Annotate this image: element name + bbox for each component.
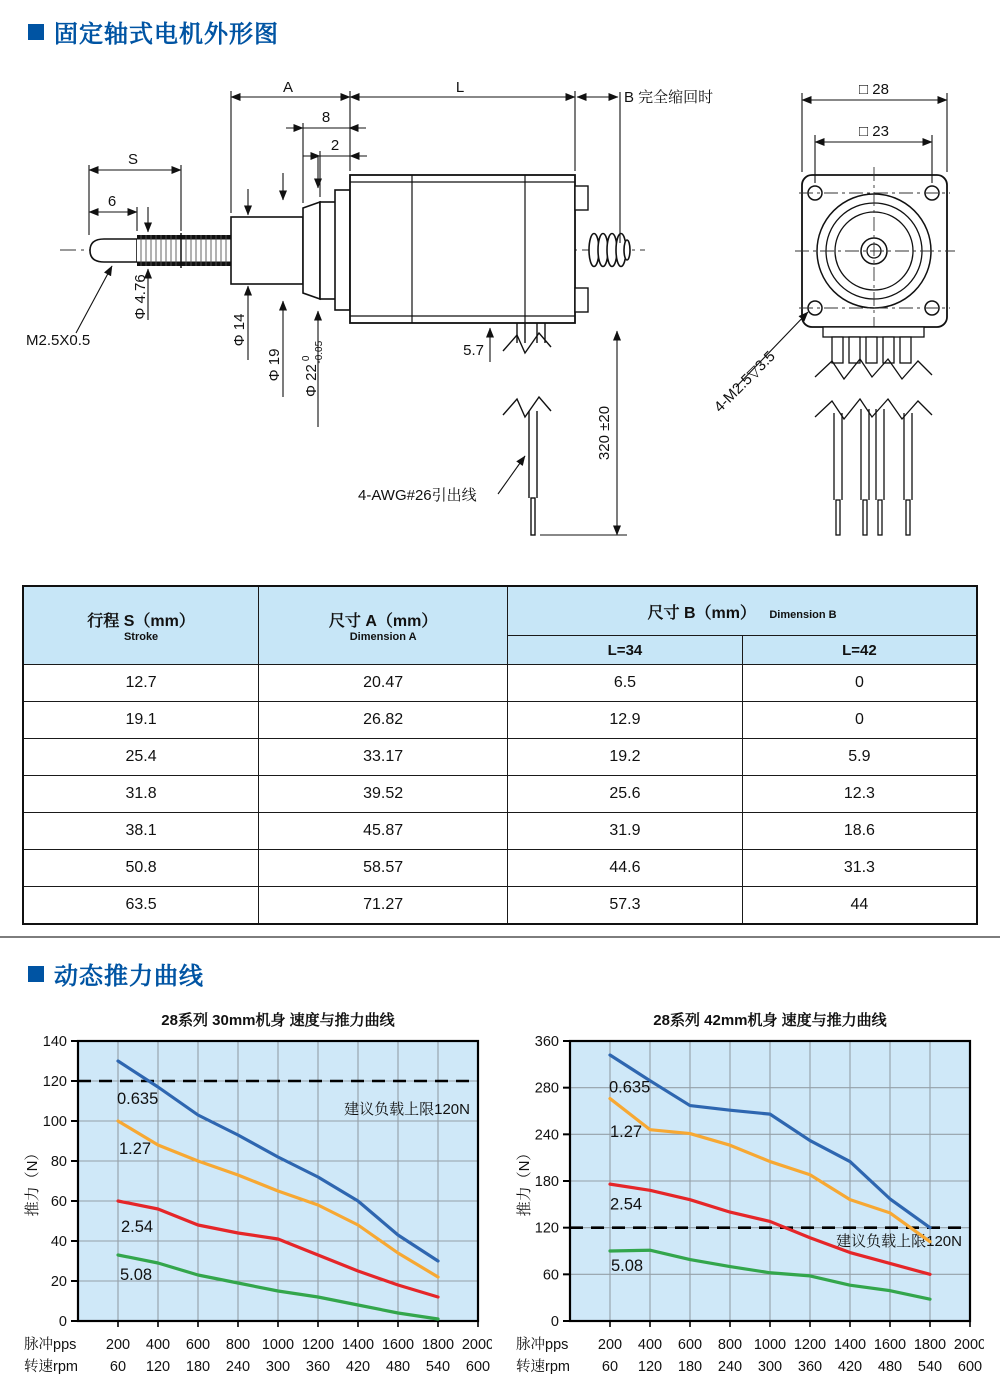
svg-text:0.635: 0.635 (609, 1078, 651, 1097)
svg-text:2.54: 2.54 (610, 1195, 643, 1214)
cell: 12.7 (23, 665, 259, 702)
svg-text:2000: 2000 (953, 1337, 984, 1353)
cell: 26.82 (259, 702, 508, 739)
cell: 63.5 (23, 887, 259, 925)
svg-text:480: 480 (877, 1359, 903, 1375)
svg-text:1200: 1200 (301, 1337, 335, 1353)
motor-body (350, 175, 588, 323)
svg-text:120: 120 (145, 1359, 171, 1375)
svg-text:1000: 1000 (753, 1337, 787, 1353)
svg-text:0: 0 (550, 1314, 559, 1330)
col-header-l34: L=34 (508, 636, 743, 665)
svg-text:240: 240 (225, 1359, 251, 1375)
dia-476-label: Φ 4.76 (132, 274, 149, 320)
cell: 5.9 (742, 739, 977, 776)
svg-text:300: 300 (757, 1359, 783, 1375)
section1-title-text: 固定轴式电机外形图 (54, 21, 279, 48)
table-row (23, 887, 977, 925)
cell: 44.6 (508, 850, 743, 887)
svg-text:1600: 1600 (873, 1337, 907, 1353)
svg-text:28系列 42mm机身 速度与推力曲线: 28系列 42mm机身 速度与推力曲线 (653, 1012, 887, 1029)
svg-text:300: 300 (265, 1359, 291, 1375)
table-row (23, 702, 977, 739)
flange-ring (320, 202, 336, 299)
svg-text:800: 800 (717, 1337, 743, 1353)
col-header-l42: L=42 (742, 636, 977, 665)
header-stroke-zh: 行程 S（mm） (87, 613, 195, 630)
cell: 31.9 (508, 813, 743, 850)
table-row (23, 665, 977, 702)
cell: 25.4 (23, 739, 259, 776)
svg-text:1200: 1200 (793, 1337, 827, 1353)
svg-text:脉冲pps: 脉冲pps (516, 1337, 569, 1353)
cell: 19.2 (508, 739, 743, 776)
cell: 31.8 (23, 776, 259, 813)
dia-14-label: Φ 14 (231, 313, 248, 347)
dim-label-8: 8 (321, 109, 331, 126)
svg-text:120: 120 (534, 1220, 559, 1237)
svg-text:200: 200 (105, 1337, 131, 1353)
svg-text:180: 180 (185, 1359, 211, 1375)
svg-text:推力（N）: 推力（N） (24, 1145, 41, 1217)
awg-label: 4-AWG#26引出线 (358, 487, 477, 504)
svg-text:60: 60 (109, 1359, 127, 1375)
header-dima-zh: 尺寸 A（mm） (328, 613, 438, 630)
front-plate (335, 190, 350, 310)
svg-text:180: 180 (677, 1359, 703, 1375)
table-row (23, 813, 977, 850)
dimension-table (22, 585, 978, 925)
thrust-chart-42mm (514, 1005, 984, 1400)
col-header-dim-b (508, 586, 977, 636)
svg-text:180: 180 (534, 1174, 559, 1190)
header-dimb-en: Dimension B (769, 608, 837, 621)
awg-leader (498, 456, 525, 494)
svg-text:5.08: 5.08 (611, 1256, 644, 1275)
dim-label-a: A (282, 79, 294, 96)
svg-text:140: 140 (42, 1034, 67, 1050)
cell: 57.3 (508, 887, 743, 925)
svg-text:800: 800 (225, 1337, 251, 1353)
svg-text:1400: 1400 (833, 1337, 867, 1353)
motor-outline-drawing (20, 75, 980, 575)
mount-label: 4-M2.5▽3.5 (710, 347, 779, 416)
thread-leader (76, 266, 112, 333)
svg-text:420: 420 (837, 1359, 863, 1375)
cell: 33.17 (259, 739, 508, 776)
cell: 18.6 (742, 813, 977, 850)
svg-text:120: 120 (42, 1074, 67, 1090)
svg-text:1.27: 1.27 (610, 1123, 643, 1141)
svg-text:40: 40 (50, 1234, 67, 1250)
front-lead-wires (815, 327, 932, 535)
side-lead-wires (503, 323, 551, 535)
svg-text:120: 120 (637, 1359, 663, 1375)
svg-text:600: 600 (957, 1359, 983, 1375)
svg-text:1400: 1400 (341, 1337, 375, 1353)
svg-text:1.27: 1.27 (119, 1140, 152, 1158)
cell: 20.47 (259, 665, 508, 702)
sq28-label: □ 28 (859, 81, 889, 98)
svg-text:转速rpm: 转速rpm (24, 1359, 78, 1375)
svg-text:540: 540 (425, 1359, 451, 1375)
svg-text:200: 200 (597, 1337, 623, 1353)
svg-text:400: 400 (145, 1337, 171, 1353)
cell: 39.52 (259, 776, 508, 813)
cell: 19.1 (23, 702, 259, 739)
header-stroke-en: Stroke (123, 631, 159, 643)
section2-title-text: 动态推力曲线 (54, 963, 204, 990)
table-row (23, 850, 977, 887)
svg-text:100: 100 (42, 1114, 67, 1130)
svg-text:80: 80 (50, 1154, 67, 1170)
cell: 0 (742, 702, 977, 739)
dia-19-label: Φ 19 (266, 348, 283, 382)
dia-22-tol-dn: -0.05 (314, 340, 325, 364)
svg-text:360: 360 (305, 1359, 331, 1375)
col-header-stroke (23, 586, 259, 665)
table-row (23, 739, 977, 776)
cell: 12.3 (742, 776, 977, 813)
dim-57-label: 5.7 (463, 342, 484, 359)
svg-text:建议负载上限120N: 建议负载上限120N (344, 1101, 470, 1118)
front-bushing (231, 217, 303, 284)
svg-text:建议负载上限120N: 建议负载上限120N (836, 1232, 962, 1250)
cell: 45.87 (259, 813, 508, 850)
dim-label-6: 6 (107, 193, 117, 210)
title-bullet-icon (28, 24, 44, 40)
header-dima-en: Dimension A (349, 631, 417, 643)
svg-text:240: 240 (534, 1127, 559, 1144)
svg-text:400: 400 (637, 1337, 663, 1353)
svg-text:60: 60 (542, 1267, 559, 1284)
dim-label-s: S (127, 151, 139, 168)
svg-text:1800: 1800 (421, 1337, 455, 1353)
front-view (795, 167, 955, 335)
svg-text:240: 240 (717, 1359, 743, 1375)
svg-text:60: 60 (50, 1194, 67, 1210)
cell: 12.9 (508, 702, 743, 739)
rod-end (90, 239, 137, 262)
svg-text:480: 480 (385, 1359, 411, 1375)
svg-text:60: 60 (601, 1359, 619, 1375)
svg-text:0: 0 (58, 1314, 67, 1330)
svg-text:600: 600 (465, 1359, 491, 1375)
svg-text:360: 360 (797, 1359, 823, 1375)
section-title-thrust-curves (28, 956, 204, 991)
dim-lines-s-6 (89, 165, 181, 235)
dim-320-label: 320 ±20 (596, 405, 613, 461)
lead-screw (137, 233, 231, 268)
cell: 71.27 (259, 887, 508, 925)
svg-text:转速rpm: 转速rpm (516, 1359, 570, 1375)
svg-text:2000: 2000 (461, 1337, 492, 1353)
cell: 58.57 (259, 850, 508, 887)
svg-text:600: 600 (677, 1337, 703, 1353)
svg-text:5.08: 5.08 (120, 1266, 153, 1284)
svg-text:360: 360 (534, 1034, 559, 1050)
svg-text:600: 600 (185, 1337, 211, 1353)
svg-text:1600: 1600 (381, 1337, 415, 1353)
svg-text:280: 280 (534, 1080, 559, 1097)
dim-label-b: B 完全缩回时 (624, 89, 714, 106)
dia-arrows (148, 157, 318, 427)
cell: 0 (742, 665, 977, 702)
sq23-label: □ 23 (859, 123, 889, 140)
svg-text:0.635: 0.635 (117, 1090, 159, 1108)
rear-screw (589, 234, 630, 267)
svg-text:1800: 1800 (913, 1337, 947, 1353)
table-row (23, 776, 977, 813)
dim-label-2: 2 (330, 137, 340, 154)
svg-text:脉冲pps: 脉冲pps (24, 1337, 77, 1353)
svg-text:推力（N）: 推力（N） (516, 1145, 533, 1217)
svg-text:28系列 30mm机身 速度与推力曲线: 28系列 30mm机身 速度与推力曲线 (161, 1012, 395, 1029)
cell: 6.5 (508, 665, 743, 702)
svg-text:20: 20 (50, 1274, 67, 1290)
svg-text:540: 540 (917, 1359, 943, 1375)
section-divider (0, 936, 1000, 938)
title-bullet-icon (28, 966, 44, 982)
dim-320-lines (540, 331, 627, 535)
svg-text:420: 420 (345, 1359, 371, 1375)
cell: 50.8 (23, 850, 259, 887)
cell: 25.6 (508, 776, 743, 813)
svg-text:1000: 1000 (261, 1337, 295, 1353)
dia-22-main: Φ 22 (303, 364, 320, 397)
dim-label-l: L (455, 79, 465, 96)
cell: 31.3 (742, 850, 977, 887)
cell: 44 (742, 887, 977, 925)
thread-label: M2.5X0.5 (26, 332, 91, 349)
dia-22-tol-up: 0 (301, 355, 312, 362)
thrust-chart-30mm (22, 1005, 492, 1400)
section-title-outline (28, 14, 279, 49)
col-header-dim-a (259, 586, 508, 665)
cell: 38.1 (23, 813, 259, 850)
flange-cone (303, 202, 320, 299)
header-dimb-zh: 尺寸 B（mm） (647, 604, 756, 622)
dia-22-label (301, 340, 325, 397)
svg-text:2.54: 2.54 (121, 1218, 154, 1236)
